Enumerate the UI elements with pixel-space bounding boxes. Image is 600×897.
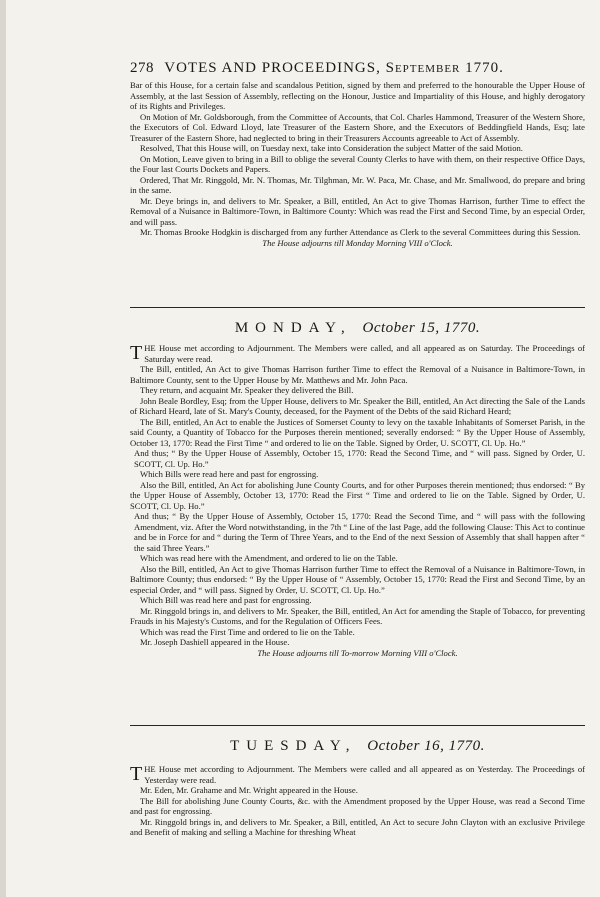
- paragraph: Mr. Ringgold brings in, and delivers to Mr. Speaker, a Bill, entitled, An Act to secure John Clayton with an exclusive Privilege and Benefit of making and selling a Machine for threshing Wheat: [130, 816, 585, 837]
- paragraph: Mr. Joseph Dashiell appeared in the House.: [140, 637, 290, 647]
- day-date: October 15, 1770.: [362, 320, 481, 336]
- paragraph: Also the Bill, entitled, An Act to give Thomas Harrison further Time to effect the Removal of a Nuisance in Baltimore-Town, in Baltimore County; thus endorsed: “ By the Upper House of “ Assembly, October 15, 1770: Read the First and Second Time, by an especial Order, and “ will pass. Signed by Order, U. SCOTT, Cl. Up. Ho.”: [130, 563, 585, 595]
- drop-cap: T: [130, 763, 143, 785]
- paragraph: Mr. Thomas Brooke Hodgkin is discharged from any further Attendance as Clerk to the several Committees during this Session.: [140, 227, 581, 237]
- paragraph: Which was read the First Time and ordered to lie on the Table.: [140, 626, 355, 637]
- paragraph: Which Bills were read here and past for engrossing.: [140, 469, 319, 479]
- monday-section: [130, 343, 585, 658]
- paragraph-text: HE House met according to Adjournment. The Members were called, and all appeared as on Saturday. The Proceedings of Saturday were read.: [144, 343, 585, 364]
- paragraph: Also the Bill, entitled, An Act for abolishing June County Courts, and for other Purposes therein mentioned; thus endorsed: “ By the Upper House of Assembly, October 13, 1770: Read the First “ Time and ordered to lie on the Table. Signed by Order, U. SCOTT, Cl. Up. Ho.”: [130, 479, 585, 511]
- paragraph: Mr. Ringgold brings in, and delivers to Mr. Speaker, the Bill, entitled, An Act for amending the Staple of Tobacco, for preventing Frauds in his Majesty's Customs, and for the Regulation of Officers Fees.: [130, 605, 585, 626]
- paragraph: Mr. Deye brings in, and delivers to Mr. Speaker, a Bill, entitled, An Act to give Thomas Harrison, further Time to effect the Removal of a Nuisance in Baltimore-Town, in Baltimore County: Which was read the First and Second Time, by an especial Order, and will pass.: [130, 195, 585, 227]
- day-heading-tuesday: [130, 738, 585, 755]
- opening-paragraph: [130, 764, 585, 785]
- paragraph: John Beale Bordley, Esq; from the Upper House, delivers to Mr. Speaker the Bill, entitled, An Act directing the Sale of the Lands of Richard Heard, late of St. Mary's County, deceased, for the Payment of the Debts of the said Richard Heard;: [130, 395, 585, 416]
- adjournment-note: The House adjourns till Monday Morning VIII o'Clock.: [262, 237, 453, 248]
- paragraph: The Bill, entitled, An Act to enable the Justices of Somerset County to levy on the taxable Inhabitants of Somerset Parish, in the said County, a Quantity of Tobacco for the Purposes therein mentioned; severally endorsed: “ By the Upper House of Assembly, October 13, 1770: Read the First Time “ and ordered to lie on the Table. Signed by Order, U. SCOTT, Cl. Up. Ho.”: [130, 416, 585, 448]
- page-header: [130, 60, 570, 77]
- paragraph: Resolved, That this House will, on Tuesday next, take into Consideration the subject Matter of the said Motion.: [140, 143, 523, 153]
- section-rule: [130, 725, 585, 726]
- page-number: 278: [130, 60, 154, 76]
- drop-cap: T: [130, 342, 143, 364]
- opening-paragraph: [130, 343, 585, 364]
- paragraph: Which Bill was read here and past for engrossing.: [140, 595, 312, 605]
- paragraph: On Motion of Mr. Goldsborough, from the Committee of Accounts, that Col. Charles Hammond, Treasurer of the Western Shore, the Executors of Col. Edward Lloyd, late Treasurer of the Eastern Shore, and the Executors of Beddingfield Hands, Esq; late Treasurer of the Eastern Shore, had neglected to bring in their Treasurers Accounts agreeable to Act of Assembly.: [130, 111, 585, 143]
- saturday-section: [130, 80, 585, 248]
- paragraph: They return, and acquaint Mr. Speaker they delivered the Bill.: [140, 385, 354, 395]
- day-name: TUESDAY,: [230, 738, 357, 754]
- paragraph: On Motion, Leave given to bring in a Bill to oblige the several County Clerks to have with them, on their respective Office Days, the Four last Courts Dockets and Papers.: [130, 153, 585, 174]
- day-heading-monday: [130, 320, 585, 337]
- adjournment-note: The House adjourns till To-morrow Morning VIII o'Clock.: [257, 647, 458, 658]
- paragraph: And thus; “ By the Upper House of Assembly, October 15, 1770: Read the Second Time, and “ will pass. Signed by Order, U. SCOTT, Cl. Up. Ho.”: [134, 448, 585, 469]
- day-date: October 16, 1770.: [367, 738, 485, 754]
- paragraph: Bar of this House, for a certain false and scandalous Petition, signed by them and preferred to the honourable the Upper House of Assembly, at the last Session of Assembly, reflecting on the Honour, Justice and Impartiality of this House, and highly derogatory of its Rights and Privileges.: [130, 80, 585, 111]
- running-title: VOTES AND PROCEEDINGS, September 1770.: [164, 60, 504, 76]
- paragraph: Mr. Eden, Mr. Grahame and Mr. Wright appeared in the House.: [140, 785, 358, 795]
- paragraph-text: HE House met according to Adjournment. The Members were called and all appeared as on Yesterday. The Proceedings of Yesterday were read.: [144, 764, 585, 785]
- paragraph: The Bill, entitled, An Act to give Thomas Harrison further Time to effect the Removal of a Nuisance in Baltimore-Town, in Baltimore County, sent to the Upper House by Mr. Matthews and Mr. John Paca.: [130, 364, 585, 385]
- page-edge: [0, 0, 6, 897]
- paragraph: And thus; “ By the Upper House of Assembly, October 15, 1770: Read the Second Time, and “ will pass with the following Amendment, viz. After the Word notwithstanding, in the 7th “ Line of the last Page, add the following Clause: This Act to continue and be in Force for and “ during the Term of Three Years, and to the End of the next Session of Assembly that shall happen after “ the said Three Years.”: [134, 511, 585, 553]
- paragraph: Ordered, That Mr. Ringgold, Mr. N. Thomas, Mr. Tilghman, Mr. W. Paca, Mr. Chase, and Mr. Smallwood, do prepare and bring in the same.: [130, 174, 585, 195]
- tuesday-section: [130, 764, 585, 838]
- day-name: MONDAY,: [234, 320, 352, 336]
- paragraph: The Bill for abolishing June County Courts, &c. with the Amendment proposed by the Upper House, was read a Second Time and past for engrossing.: [130, 795, 585, 816]
- paragraph: Which was read here with the Amendment, and ordered to lie on the Table.: [140, 553, 398, 563]
- section-rule: [130, 307, 585, 308]
